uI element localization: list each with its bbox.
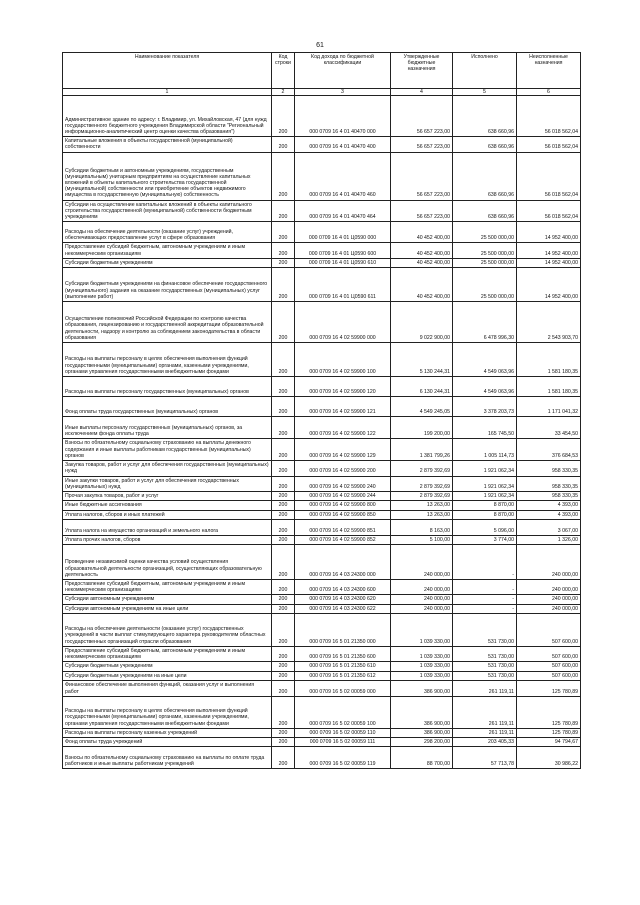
table-row <box>63 222 581 243</box>
header-line-code: Код строки <box>272 53 295 89</box>
row-line-code: 200 <box>272 200 295 222</box>
row-unexecuted: 30 986,22 <box>517 747 581 769</box>
row-approved: 5 130 244,31 <box>391 343 453 377</box>
row-line-code: 200 <box>272 439 295 461</box>
row-unexecuted: 14 952 400,00 <box>517 268 581 302</box>
row-name: Расходы на обеспечение деятельности (оказание услуг) государственных учреждений в части выплат стимулирующего характера руководителям областных государственных организаций отрасли образования <box>63 613 272 646</box>
row-approved: 13 263,00 <box>391 510 453 519</box>
budget-execution-table <box>62 52 581 769</box>
table-row <box>63 728 581 737</box>
row-unexecuted: 958 330,35 <box>517 476 581 491</box>
row-approved: 9 022 900,00 <box>391 302 453 343</box>
row-approved: 2 879 392,69 <box>391 476 453 491</box>
row-income-code: 000 0709 16 5 01 21350 600 <box>295 646 391 661</box>
table-row <box>63 243 581 258</box>
row-income-code: 000 0709 16 4 01 Ц0590 600 <box>295 243 391 258</box>
table-row <box>63 579 581 594</box>
row-executed: 5 096,00 <box>453 519 517 535</box>
row-approved: 240 000,00 <box>391 544 453 579</box>
row-line-code: 200 <box>272 377 295 397</box>
row-name: Уплата налога на имущество организаций и земельного налога <box>63 519 272 535</box>
row-income-code: 000 0709 16 4 03 24300 600 <box>295 579 391 594</box>
row-unexecuted: 507 600,00 <box>517 613 581 646</box>
row-executed: 531 730,00 <box>453 662 517 671</box>
row-income-code: 000 0709 16 4 02 59900 851 <box>295 519 391 535</box>
row-income-code: 000 0709 16 5 02 00059 110 <box>295 728 391 737</box>
row-line-code: 200 <box>272 476 295 491</box>
row-name: Осуществление полномочий Российской Федерации по контролю качества образования, лицензированию и государственной аккредитации образовательной деятельности, надзору и контролю за соблюдением законодательства в области образования <box>63 302 272 343</box>
row-approved: 40 452 400,00 <box>391 258 453 267</box>
row-line-code: 200 <box>272 519 295 535</box>
row-executed: 531 730,00 <box>453 671 517 680</box>
row-unexecuted: 125 780,89 <box>517 680 581 696</box>
row-income-code: 000 0709 16 4 02 59900 121 <box>295 397 391 417</box>
row-income-code: 000 0709 16 4 02 59900 852 <box>295 535 391 544</box>
row-name: Субсидии на осуществление капитальных вложений в объекты капитального строительства государственной (муниципальной) собственности бюджетным учреждениям <box>63 200 272 222</box>
row-name: Административное здание по адресу: г. Владимир, ул. Михайловская, 47 (для нужд государственного бюджетного учреждения Владимирской области "Региональный информационно-аналитический центр оценки качества образования") <box>63 96 272 137</box>
row-executed: 8 870,00 <box>453 510 517 519</box>
row-executed: 25 500 000,00 <box>453 222 517 243</box>
table-row <box>63 671 581 680</box>
table-header-row <box>63 53 581 89</box>
row-name: Капитальные вложения в объекты государственной (муниципальной) собственности <box>63 137 272 152</box>
row-approved: 56 657 223,00 <box>391 152 453 200</box>
row-approved: 1 039 330,00 <box>391 671 453 680</box>
row-unexecuted: 376 684,53 <box>517 439 581 461</box>
table-row <box>63 680 581 696</box>
row-executed: 638 660,96 <box>453 200 517 222</box>
row-name: Иные закупки товаров, работ и услуг для обеспечения государственных (муниципальных) нужд <box>63 476 272 491</box>
row-income-code: 000 0709 16 4 01 40470 460 <box>295 152 391 200</box>
row-name: Субсидии бюджетным учреждениям на иные цели <box>63 671 272 680</box>
row-income-code: 000 0709 16 4 02 59900 129 <box>295 439 391 461</box>
row-approved: 240 000,00 <box>391 595 453 604</box>
row-approved: 56 657 223,00 <box>391 200 453 222</box>
row-name: Субсидии бюджетным учреждениям <box>63 662 272 671</box>
row-executed: 6 478 996,30 <box>453 302 517 343</box>
row-executed: 8 870,00 <box>453 501 517 510</box>
table-row <box>63 738 581 747</box>
row-unexecuted: 240 000,00 <box>517 604 581 613</box>
row-unexecuted: 240 000,00 <box>517 595 581 604</box>
row-unexecuted: 1 581 180,35 <box>517 377 581 397</box>
row-name: Расходы на выплаты персоналу государственных (муниципальных) органов <box>63 377 272 397</box>
row-unexecuted: 56 018 562,04 <box>517 96 581 137</box>
row-income-code: 000 0709 16 4 01 40470 400 <box>295 137 391 152</box>
row-executed: 25 500 000,00 <box>453 258 517 267</box>
column-number: 6 <box>517 89 581 96</box>
header-approved: Утвержденные бюджетные назначения <box>391 53 453 89</box>
row-executed: 25 500 000,00 <box>453 268 517 302</box>
row-income-code: 000 0709 16 4 01 Ц0590 000 <box>295 222 391 243</box>
row-line-code: 200 <box>272 671 295 680</box>
row-income-code: 000 0709 16 4 02 59900 122 <box>295 417 391 439</box>
row-name: Субсидии автономным учреждениям на иные цели <box>63 604 272 613</box>
row-name: Предоставление субсидий бюджетным, автономным учреждениям и иным некоммерческим организациям <box>63 579 272 594</box>
row-name: Расходы на выплаты персоналу казенных учреждений <box>63 728 272 737</box>
row-approved: 2 879 392,69 <box>391 492 453 501</box>
row-income-code: 000 0709 16 4 02 59900 000 <box>295 302 391 343</box>
row-line-code: 200 <box>272 461 295 476</box>
row-income-code: 000 0709 16 4 01 40470 464 <box>295 200 391 222</box>
row-income-code: 000 0709 16 4 03 24300 000 <box>295 544 391 579</box>
row-income-code: 000 0709 16 4 02 59900 200 <box>295 461 391 476</box>
row-line-code: 200 <box>272 501 295 510</box>
row-income-code: 000 0709 16 4 02 59900 240 <box>295 476 391 491</box>
row-line-code: 200 <box>272 680 295 696</box>
column-number: 2 <box>272 89 295 96</box>
row-name: Проведение независимой оценки качества условий осуществления образовательной деятельности организаций, осуществляющих образовательную деятельность <box>63 544 272 579</box>
row-executed: - <box>453 579 517 594</box>
row-income-code: 000 0709 16 5 01 21350 612 <box>295 671 391 680</box>
header-unexecuted: Неисполненные назначения <box>517 53 581 89</box>
header-name: Наименование показателя <box>63 53 272 89</box>
row-approved: 13 263,00 <box>391 501 453 510</box>
row-unexecuted: 958 330,35 <box>517 461 581 476</box>
row-unexecuted: 56 018 562,04 <box>517 152 581 200</box>
row-executed: - <box>453 544 517 579</box>
row-name: Расходы на выплаты персоналу в целях обеспечения выполнения функций государственными (муниципальными) органами, казенными учреждениями, органами управления государственными внебюджетными фондами <box>63 343 272 377</box>
row-executed: 1 005 114,73 <box>453 439 517 461</box>
row-executed: 57 713,78 <box>453 747 517 769</box>
row-executed: 1 921 062,34 <box>453 492 517 501</box>
row-name: Субсидии бюджетным учреждениям <box>63 258 272 267</box>
column-number-row <box>63 89 581 96</box>
row-line-code: 200 <box>272 604 295 613</box>
row-unexecuted: 240 000,00 <box>517 544 581 579</box>
row-approved: 240 000,00 <box>391 579 453 594</box>
row-executed: 261 119,11 <box>453 728 517 737</box>
row-name: Уплата прочих налогов, сборов <box>63 535 272 544</box>
table-row <box>63 501 581 510</box>
table-row <box>63 268 581 302</box>
row-line-code: 200 <box>272 738 295 747</box>
row-line-code: 200 <box>272 492 295 501</box>
table-row <box>63 258 581 267</box>
row-approved: 386 900,00 <box>391 680 453 696</box>
table-row <box>63 696 581 728</box>
row-line-code: 200 <box>272 535 295 544</box>
column-number: 3 <box>295 89 391 96</box>
row-income-code: 000 0709 16 5 02 00059 000 <box>295 680 391 696</box>
table-row <box>63 302 581 343</box>
row-approved: 1 039 330,00 <box>391 662 453 671</box>
row-approved: 386 900,00 <box>391 728 453 737</box>
row-name: Фонд оплаты труда учреждений <box>63 738 272 747</box>
row-line-code: 200 <box>272 222 295 243</box>
row-unexecuted: 1 581 180,35 <box>517 343 581 377</box>
row-name: Закупка товаров, работ и услуг для обеспечения государственных (муниципальных) нужд <box>63 461 272 476</box>
row-income-code: 000 0709 16 5 02 00059 111 <box>295 738 391 747</box>
header-income-code: Код дохода по бюджетной классификации <box>295 53 391 89</box>
row-name: Иные выплаты персоналу государственных (муниципальных) органов, за исключением фонда оплаты труда <box>63 417 272 439</box>
row-unexecuted: 125 780,89 <box>517 696 581 728</box>
row-unexecuted: 4 393,00 <box>517 501 581 510</box>
row-approved: 4 549 245,05 <box>391 397 453 417</box>
header-executed: Исполнено <box>453 53 517 89</box>
row-unexecuted: 3 067,00 <box>517 519 581 535</box>
column-number: 4 <box>391 89 453 96</box>
column-number: 5 <box>453 89 517 96</box>
table-row <box>63 510 581 519</box>
table-row <box>63 461 581 476</box>
row-income-code: 000 0709 16 4 01 Ц0590 611 <box>295 268 391 302</box>
row-line-code: 200 <box>272 696 295 728</box>
row-income-code: 000 0709 16 5 02 00059 119 <box>295 747 391 769</box>
row-name: Уплата налогов, сборов и иных платежей <box>63 510 272 519</box>
row-income-code: 000 0709 16 4 02 59900 850 <box>295 510 391 519</box>
row-unexecuted: 507 600,00 <box>517 662 581 671</box>
row-income-code: 000 0709 16 4 02 59900 800 <box>295 501 391 510</box>
row-executed: 531 730,00 <box>453 613 517 646</box>
row-line-code: 200 <box>272 96 295 137</box>
table-row <box>63 417 581 439</box>
row-name: Взносы по обязательному социальному страхованию на выплаты денежного содержания и иные выплаты работникам государственных (муниципальных) органов <box>63 439 272 461</box>
row-line-code: 200 <box>272 646 295 661</box>
row-executed: - <box>453 595 517 604</box>
table-row <box>63 377 581 397</box>
row-executed: 4 549 063,96 <box>453 343 517 377</box>
row-executed: 25 500 000,00 <box>453 243 517 258</box>
row-unexecuted: 4 393,00 <box>517 510 581 519</box>
row-approved: 240 000,00 <box>391 604 453 613</box>
row-approved: 386 900,00 <box>391 696 453 728</box>
row-executed: 638 660,96 <box>453 137 517 152</box>
row-approved: 1 039 330,00 <box>391 613 453 646</box>
row-approved: 1 381 799,26 <box>391 439 453 461</box>
row-executed: 261 119,11 <box>453 696 517 728</box>
row-income-code: 000 0709 16 4 01 40470 000 <box>295 96 391 137</box>
row-unexecuted: 56 018 562,04 <box>517 200 581 222</box>
row-name: Финансовое обеспечение выполнения функций, оказания услуг и выполнения работ <box>63 680 272 696</box>
row-name: Расходы на обеспечение деятельности (оказание услуг) учреждений, обеспечивающих предоставление услуг в сфере образования <box>63 222 272 243</box>
row-unexecuted: 2 543 903,70 <box>517 302 581 343</box>
row-line-code: 200 <box>272 302 295 343</box>
table-body <box>63 96 581 769</box>
row-income-code: 000 0709 16 4 03 24300 620 <box>295 595 391 604</box>
table-row <box>63 137 581 152</box>
row-income-code: 000 0709 16 5 01 21350 610 <box>295 662 391 671</box>
table-row <box>63 397 581 417</box>
row-line-code: 200 <box>272 747 295 769</box>
row-line-code: 200 <box>272 728 295 737</box>
row-executed: 261 119,11 <box>453 680 517 696</box>
row-executed: - <box>453 604 517 613</box>
row-executed: 3 774,00 <box>453 535 517 544</box>
row-executed: 638 660,96 <box>453 96 517 137</box>
row-income-code: 000 0709 16 5 02 00059 100 <box>295 696 391 728</box>
row-unexecuted: 14 952 400,00 <box>517 222 581 243</box>
row-line-code: 200 <box>272 579 295 594</box>
row-income-code: 000 0709 16 4 02 59900 120 <box>295 377 391 397</box>
table-row <box>63 604 581 613</box>
row-line-code: 200 <box>272 544 295 579</box>
table-row <box>63 544 581 579</box>
row-approved: 1 039 330,00 <box>391 646 453 661</box>
row-name: Субсидии бюджетным учреждениям на финансовое обеспечение государственного (муниципального) задания на оказание государственных (муниципальных) услуг (выполнение работ) <box>63 268 272 302</box>
row-executed: 1 921 062,34 <box>453 476 517 491</box>
row-approved: 40 452 400,00 <box>391 243 453 258</box>
row-line-code: 200 <box>272 397 295 417</box>
row-unexecuted: 507 600,00 <box>517 646 581 661</box>
table-row <box>63 492 581 501</box>
row-name: Субсидии автономным учреждениям <box>63 595 272 604</box>
row-approved: 6 130 244,31 <box>391 377 453 397</box>
table-row <box>63 595 581 604</box>
row-income-code: 000 0709 16 5 01 21350 000 <box>295 613 391 646</box>
row-unexecuted: 33 454,50 <box>517 417 581 439</box>
row-unexecuted: 125 780,89 <box>517 728 581 737</box>
row-unexecuted: 1 171 041,32 <box>517 397 581 417</box>
row-approved: 40 452 400,00 <box>391 268 453 302</box>
row-executed: 638 660,96 <box>453 152 517 200</box>
row-income-code: 000 0709 16 4 01 Ц0590 610 <box>295 258 391 267</box>
row-approved: 88 700,00 <box>391 747 453 769</box>
row-line-code: 200 <box>272 137 295 152</box>
column-number: 1 <box>63 89 272 96</box>
row-approved: 56 657 223,00 <box>391 96 453 137</box>
table-row <box>63 152 581 200</box>
table-row <box>63 96 581 137</box>
row-approved: 199 200,00 <box>391 417 453 439</box>
row-name: Расходы на выплаты персоналу в целях обеспечения выполнения функций государственными (муниципальными) органами, казенными учреждениями, органами управления государственными внебюджетными фондами <box>63 696 272 728</box>
row-unexecuted: 14 952 400,00 <box>517 258 581 267</box>
table-row <box>63 535 581 544</box>
row-approved: 56 657 223,00 <box>391 137 453 152</box>
row-approved: 40 452 400,00 <box>391 222 453 243</box>
table-row <box>63 439 581 461</box>
table-row <box>63 476 581 491</box>
row-line-code: 200 <box>272 510 295 519</box>
row-approved: 298 200,00 <box>391 738 453 747</box>
row-unexecuted: 14 952 400,00 <box>517 243 581 258</box>
row-line-code: 200 <box>272 243 295 258</box>
row-unexecuted: 507 600,00 <box>517 671 581 680</box>
page-number: 61 <box>316 42 324 49</box>
row-income-code: 000 0709 16 4 02 59900 244 <box>295 492 391 501</box>
row-name: Субсидии бюджетным и автономным учреждениям, государственным (муниципальным) унитарным предприятиям на осуществление капитальных вложений в объекты капитального строительства государственной (муниципальной) собственности или приобретение объектов недвижимого имущества в государственную (муниципальную) собственность <box>63 152 272 200</box>
table-row <box>63 519 581 535</box>
row-executed: 203 405,33 <box>453 738 517 747</box>
row-unexecuted: 240 000,00 <box>517 579 581 594</box>
table-row <box>63 747 581 769</box>
row-line-code: 200 <box>272 613 295 646</box>
row-unexecuted: 958 330,35 <box>517 492 581 501</box>
table-row <box>63 343 581 377</box>
row-name: Предоставление субсидий бюджетным, автономным учреждениям и иным некоммерческим организациям <box>63 646 272 661</box>
row-income-code: 000 0709 16 4 03 24300 622 <box>295 604 391 613</box>
row-name: Фонд оплаты труда государственных (муниципальных) органов <box>63 397 272 417</box>
row-unexecuted: 1 326,00 <box>517 535 581 544</box>
table-row <box>63 200 581 222</box>
row-executed: 1 921 062,34 <box>453 461 517 476</box>
row-name: Предоставление субсидий бюджетным, автономным учреждениям и иным некоммерческим организациям <box>63 243 272 258</box>
row-line-code: 200 <box>272 258 295 267</box>
table-row <box>63 662 581 671</box>
row-name: Иные бюджетные ассигнования <box>63 501 272 510</box>
row-line-code: 200 <box>272 268 295 302</box>
table-row <box>63 646 581 661</box>
row-executed: 3 378 203,73 <box>453 397 517 417</box>
table-row <box>63 613 581 646</box>
row-unexecuted: 94 794,67 <box>517 738 581 747</box>
row-executed: 4 549 063,96 <box>453 377 517 397</box>
row-income-code: 000 0709 16 4 02 59900 100 <box>295 343 391 377</box>
row-line-code: 200 <box>272 152 295 200</box>
row-executed: 165 745,50 <box>453 417 517 439</box>
row-approved: 2 879 392,69 <box>391 461 453 476</box>
row-unexecuted: 56 018 562,04 <box>517 137 581 152</box>
row-line-code: 200 <box>272 343 295 377</box>
row-line-code: 200 <box>272 595 295 604</box>
row-executed: 531 730,00 <box>453 646 517 661</box>
row-approved: 8 163,00 <box>391 519 453 535</box>
row-name: Взносы по обязательному социальному страхованию на выплаты по оплате труда работников и иные выплаты работникам учреждений <box>63 747 272 769</box>
row-approved: 5 100,00 <box>391 535 453 544</box>
row-line-code: 200 <box>272 662 295 671</box>
row-name: Прочая закупка товаров, работ и услуг <box>63 492 272 501</box>
row-line-code: 200 <box>272 417 295 439</box>
